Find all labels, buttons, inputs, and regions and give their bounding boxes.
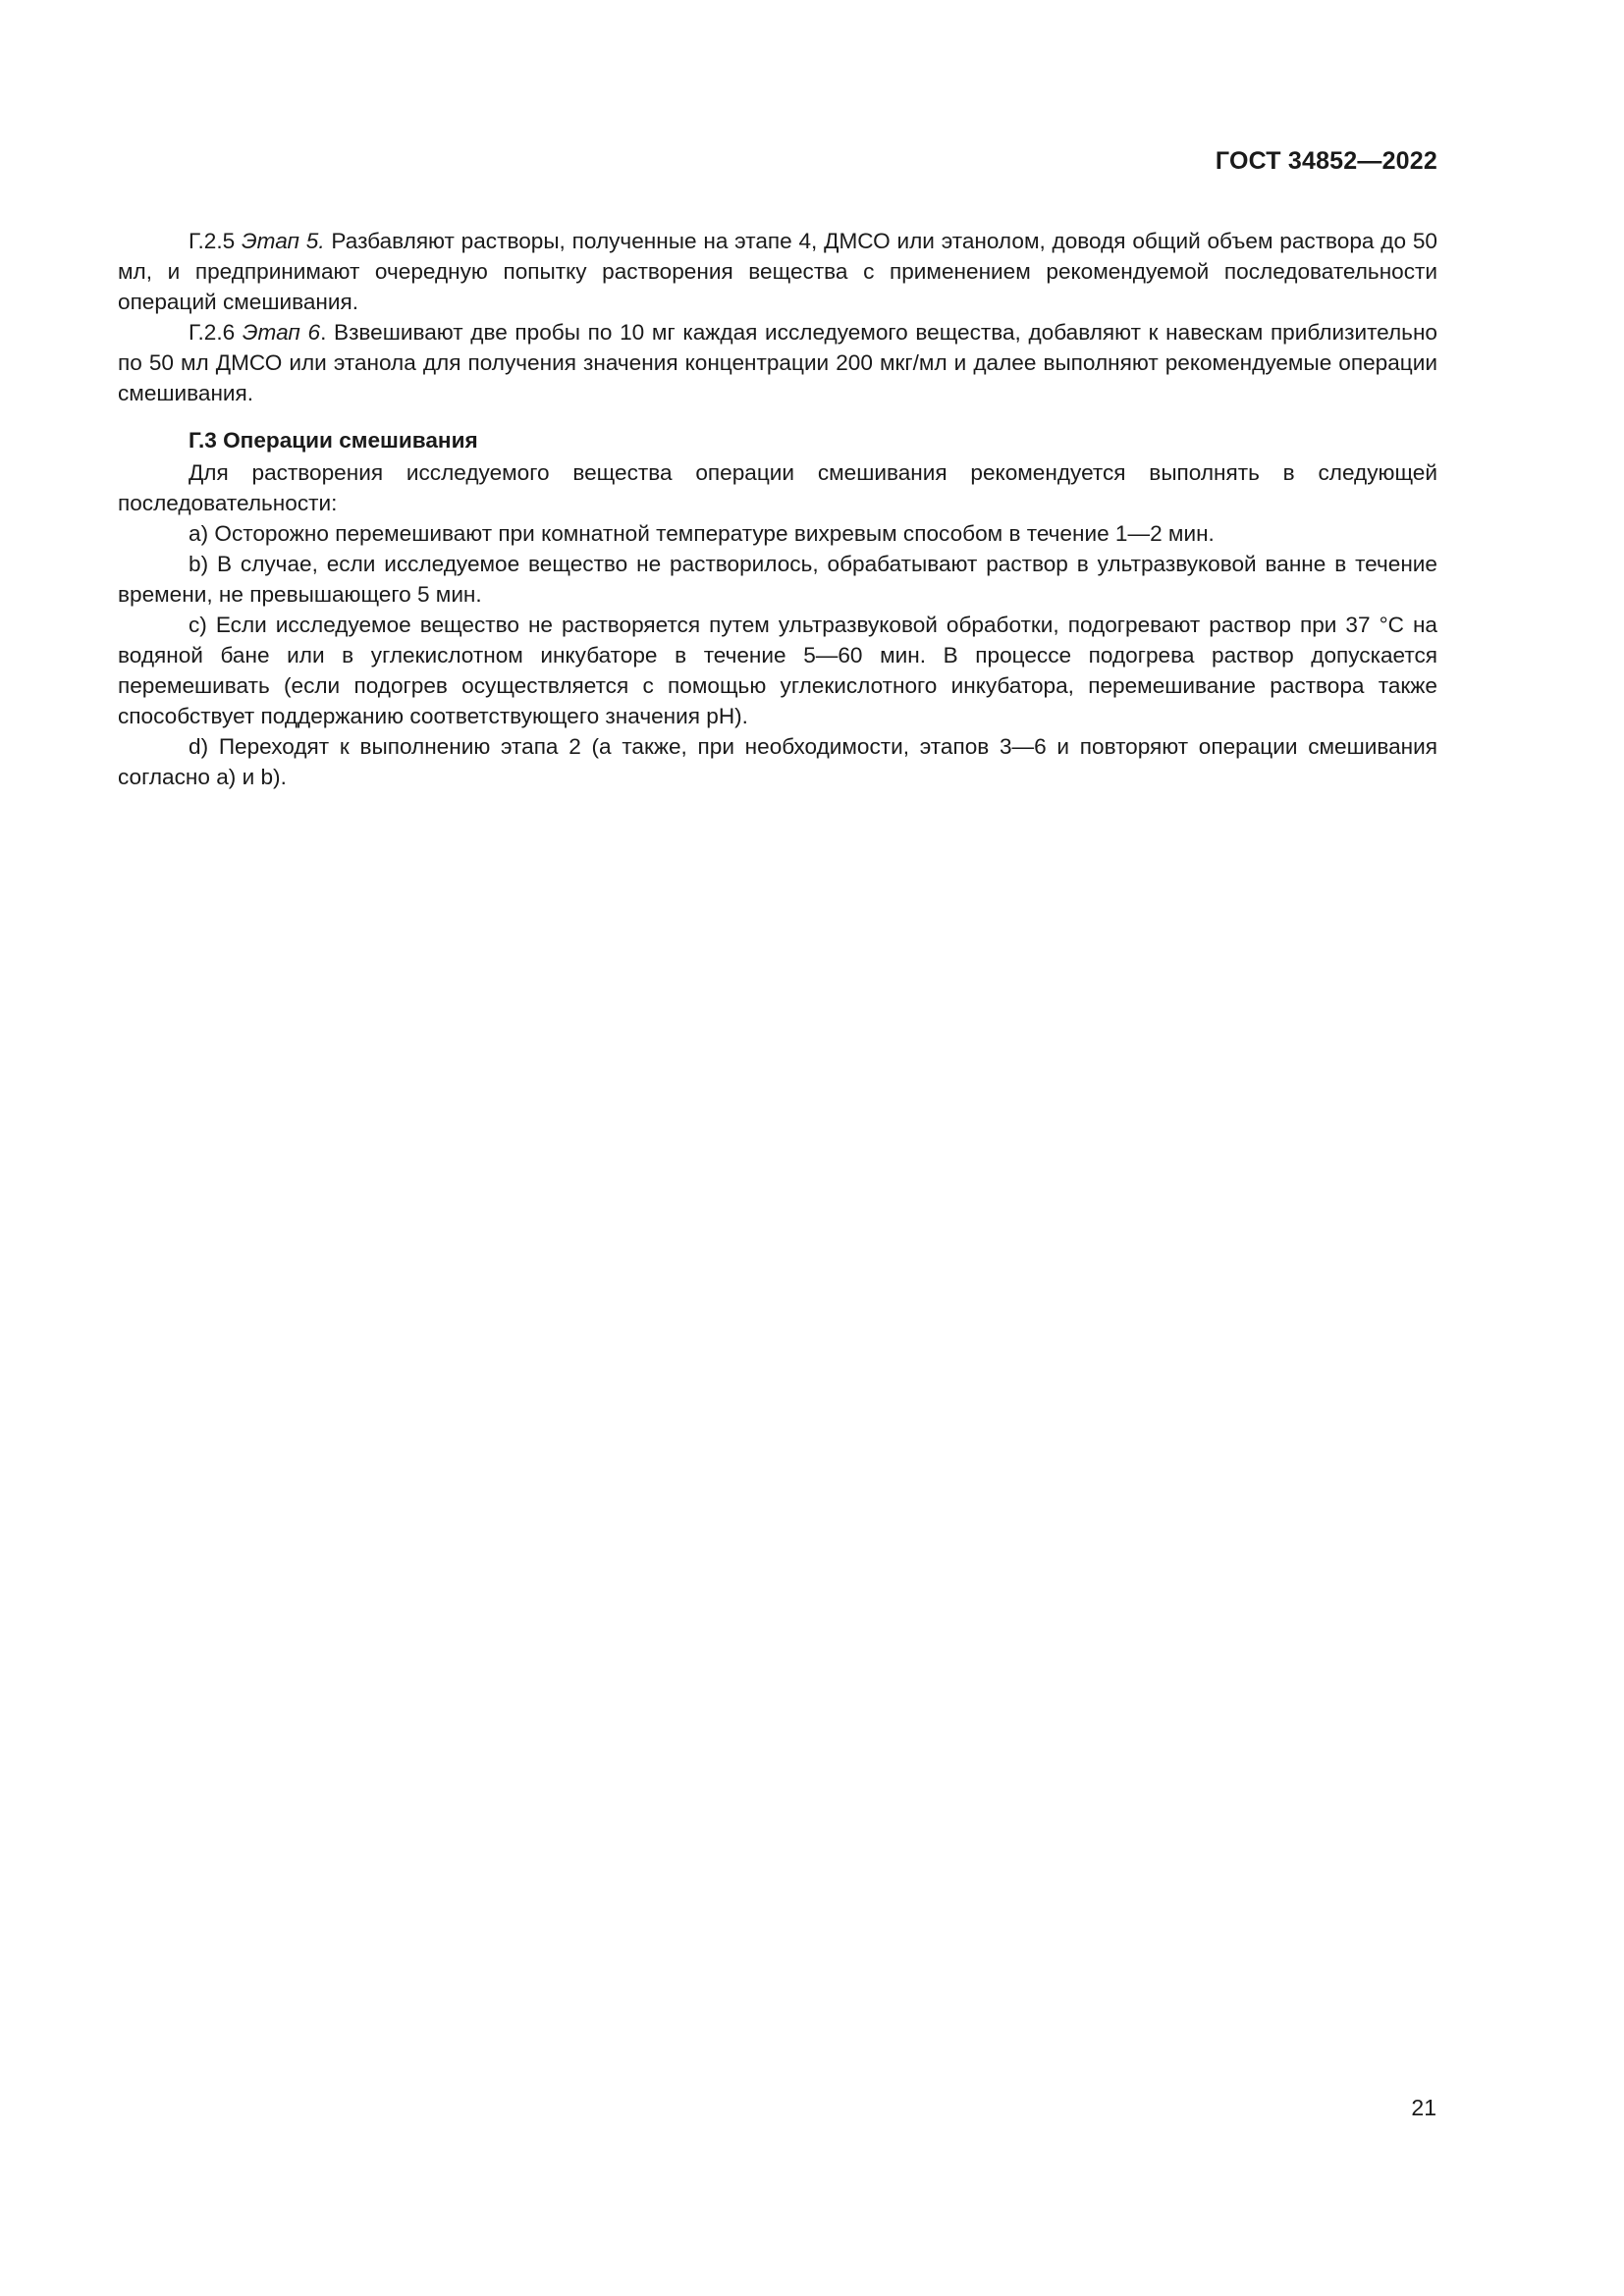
paragraph-g2-6 xyxy=(118,317,1437,408)
clause-stage-title: Этап 6 xyxy=(242,320,321,345)
clause-text: Разбавляют растворы, полученные на этапе 4, ДМСО или этанолом, доводя общий объем раствора до 50 мл, и предпринимают очередную попытку растворения вещества с применением рекомендуемой последовательности операций смешивания. xyxy=(118,229,1437,314)
clause-number: Г.2.5 xyxy=(189,229,242,253)
clause-number: Г.2.6 xyxy=(189,320,243,345)
document-header: ГОСТ 34852—2022 xyxy=(1215,147,1437,175)
list-item-b: b) В случае, если исследуемое вещество не растворилось, обрабатывают раствор в ультразвуковой ванне в течение времени, не превышающего 5 мин. xyxy=(118,552,1437,607)
clause-stage-title: Этап 5. xyxy=(241,229,325,253)
list-item-d: d) Переходят к выполнению этапа 2 (а также, при необходимости, этапов 3—6 и повторяют операции смешивания согласно а) и b). xyxy=(118,734,1437,789)
page-number: 21 xyxy=(1411,2095,1436,2120)
list-item-a: а) Осторожно перемешивают при комнатной температуре вихревым способом в течение 1—2 мин. xyxy=(189,521,1215,546)
section-heading-g3: Г.3 Операции смешивания xyxy=(189,428,478,453)
paragraph-g2-5 xyxy=(118,226,1437,317)
paragraph-g3-intro: Для растворения исследуемого вещества операции смешивания рекомендуется выполнять в следующей последовательности: xyxy=(118,460,1437,515)
list-item-c: c) Если исследуемое вещество не растворяется путем ультразвуковой обработки, подогревают раствор при 37 °С на водяной бане или в углекислотном инкубаторе в течение 5—60 мин. В процессе подогрева раствор допускается перемешивать (если подогрев осуществляется с помощью углекислотного инкубатора, перемешивание раствора также способствует поддержанию соответствующего значения рН). xyxy=(118,613,1437,728)
document-body xyxy=(118,226,1437,792)
clause-text: . Взвешивают две пробы по 10 мг каждая исследуемого вещества, добавляют к навескам приблизительно по 50 мл ДМСО или этанола для получения значения концентрации 200 мкг/мл и далее выполняют рекомендуемые операции смешивания. xyxy=(118,320,1437,405)
